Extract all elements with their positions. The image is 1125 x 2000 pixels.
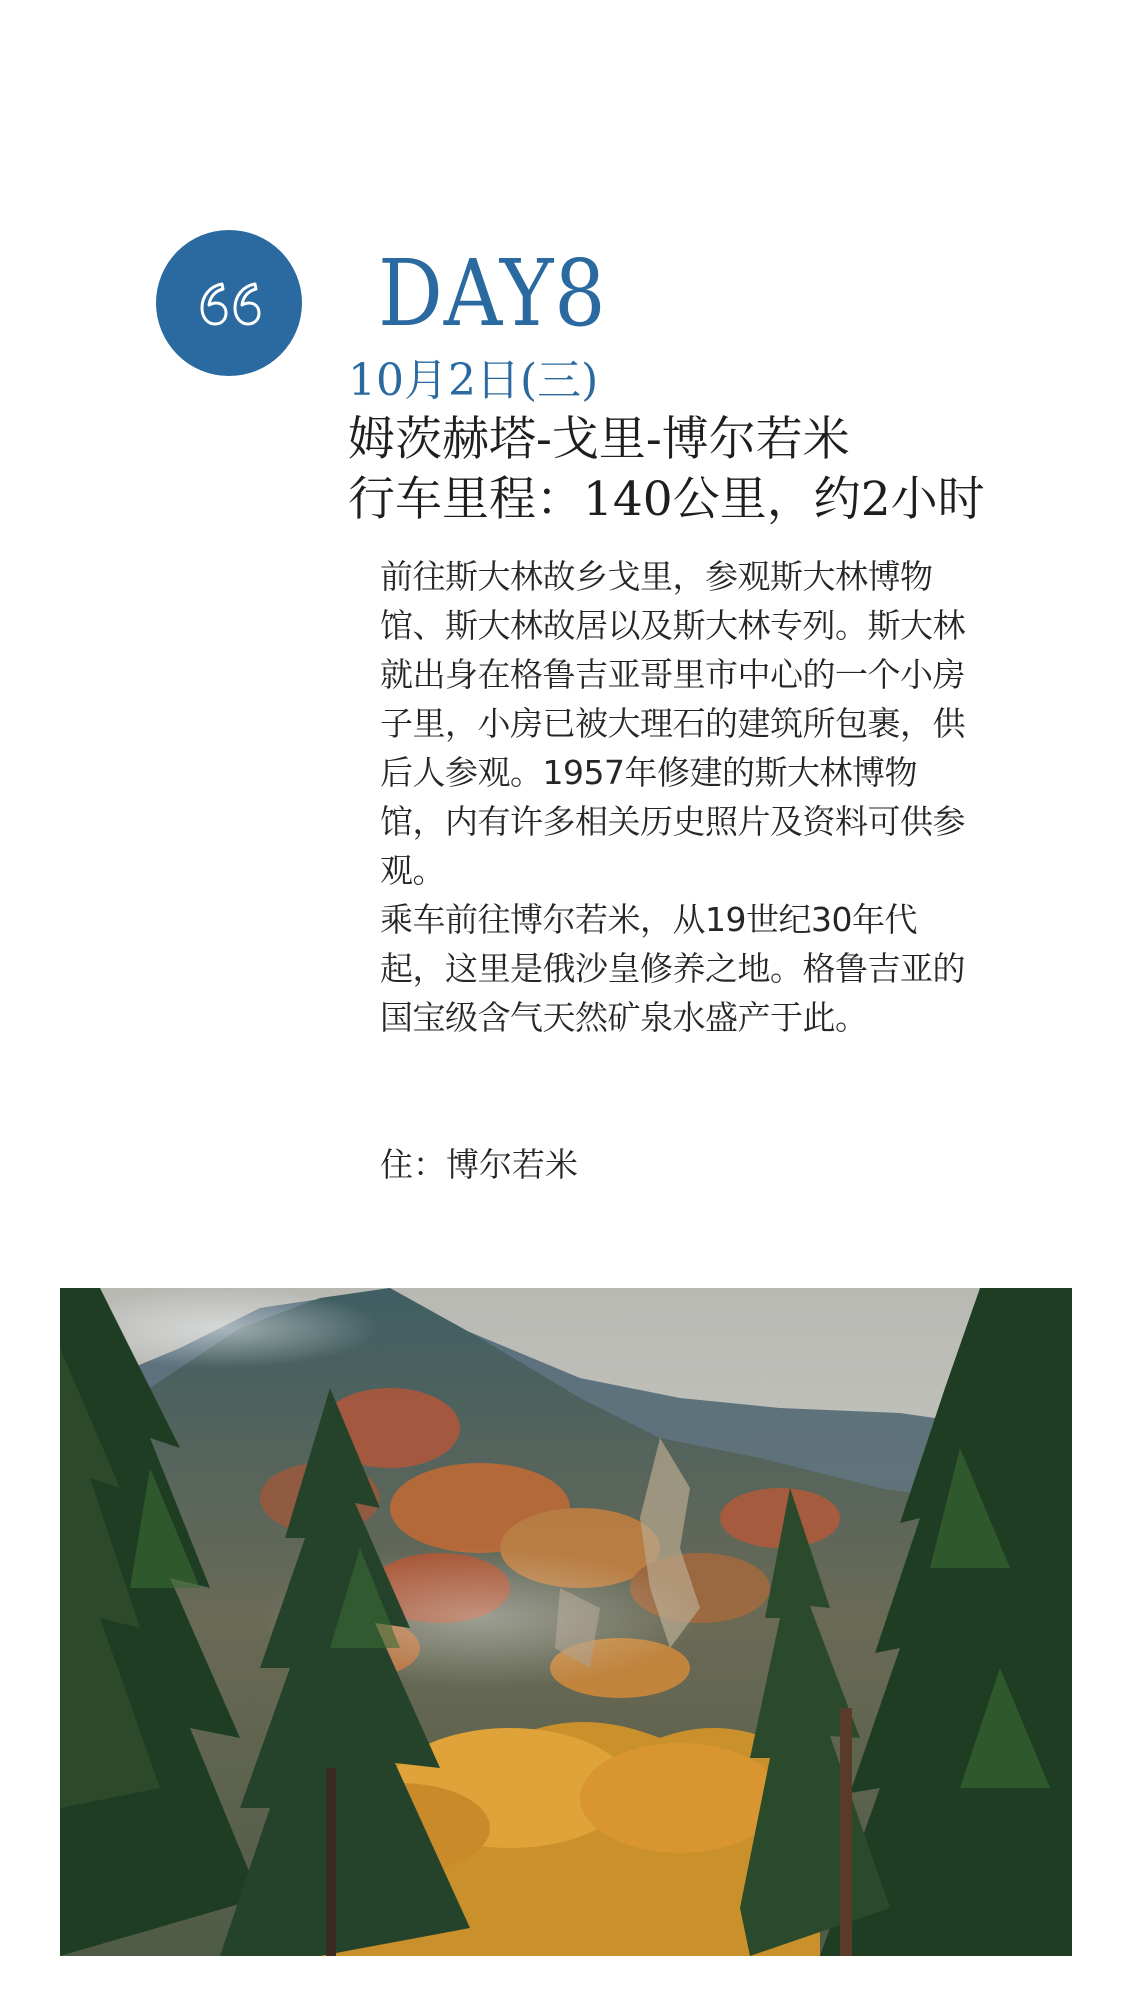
route-label: 姆茨赫塔-戈里-博尔若米 [348, 412, 850, 467]
quote-mark-icon [196, 278, 262, 328]
accommodation-label: 住：博尔若米 [380, 1145, 578, 1184]
distance-label: 行车里程：140公里，约2小时 [348, 472, 985, 527]
forest-mountain-photo [60, 1288, 1072, 1956]
day-title: DAY8 [378, 240, 607, 347]
date-label: 10月2日(三) [348, 355, 599, 406]
itinerary-description [380, 552, 980, 1042]
paragraph-gori: 前往斯大林故乡戈里，参观斯大林博物馆、斯大林故居以及斯大林专列。斯大林就出身在格鲁吉亚哥里市中心的一个小房子里，小房已被大理石的建筑所包裹，供后人参观。1957年修建的斯大林博物馆，内有许多相关历史照片及资料可供参观。 [380, 557, 965, 890]
paragraph-borjomi: 乘车前往博尔若米，从19世纪30年代起，这里是俄沙皇修养之地。格鲁吉亚的国宝级含气天然矿泉水盛产于此。 [380, 900, 965, 1037]
quote-badge [156, 230, 302, 376]
